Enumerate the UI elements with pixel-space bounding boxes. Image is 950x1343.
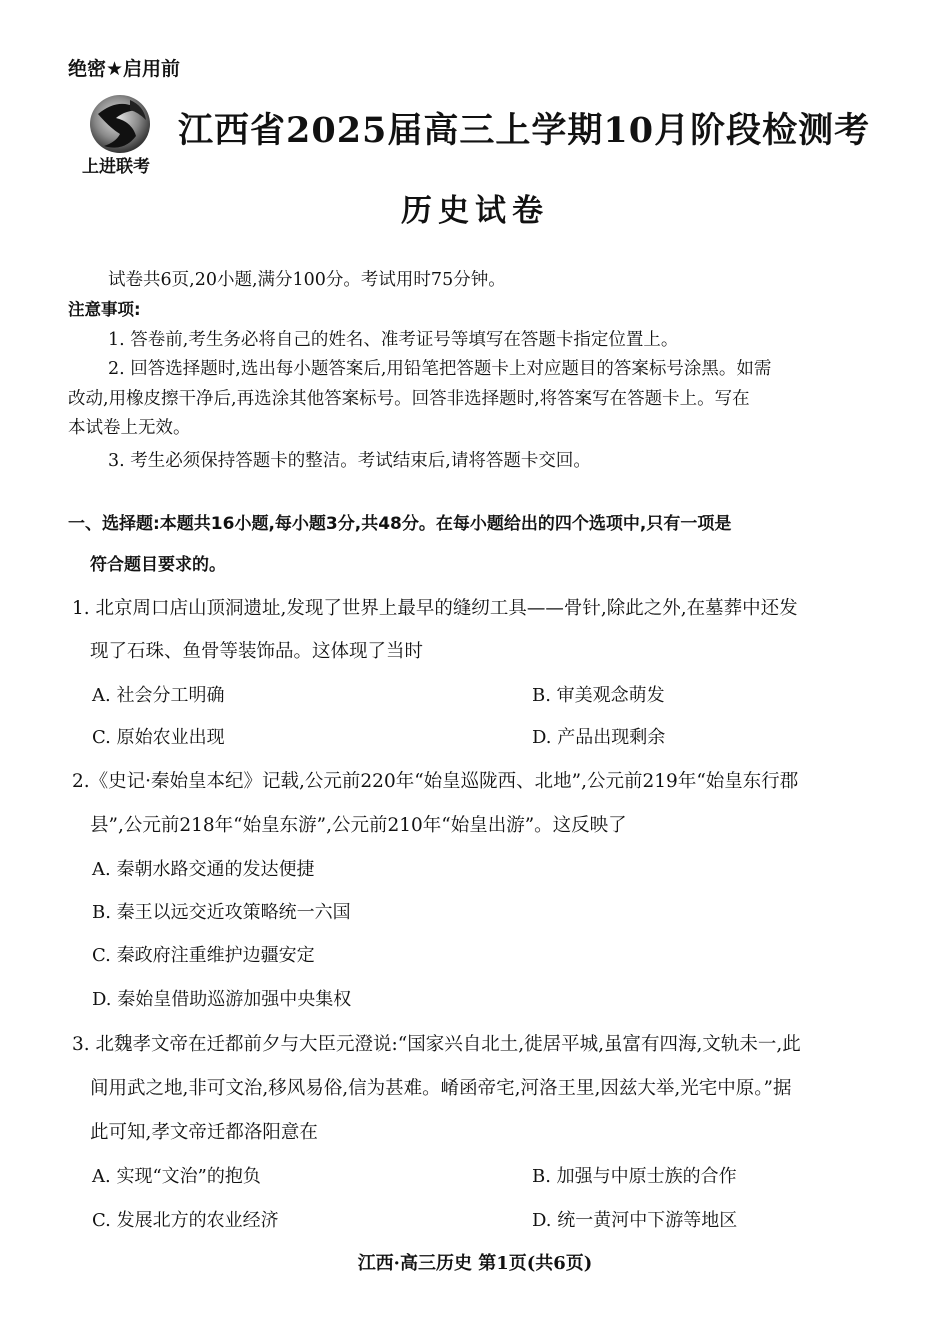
question-3-option-c: C. 发展北方的农业经济 [92,1210,279,1231]
section-heading-line-1: 一、选择题:本题共16小题,每小题3分,共48分。在每小题给出的四个选项中,只有一项是 [68,514,732,534]
question-2-option-b: B. 秦王以远交近攻策略统一六国 [92,902,351,923]
question-3-option-a: A. 实现“文治”的抱负 [92,1166,261,1187]
notice-item-2-line-3: 本试卷上无效。 [68,418,191,438]
question-3-stem-line-1: 3. 北魏孝文帝在迁都前夕与大臣元澄说:“国家兴自北土,徙居平城,虽富有四海,文轨未一,此 [72,1034,801,1055]
question-2-option-c: C. 秦政府注重维护边疆安定 [92,945,315,966]
question-1-stem-line-1: 1. 北京周口店山顶洞遗址,发现了世界上最早的缝纫工具——骨针,除此之外,在墓葬中还发 [72,598,798,619]
question-2-option-a: A. 秦朝水路交通的发达便捷 [92,859,315,880]
notice-item-2-line-1: 2. 回答选择题时,选出每小题答案后,用铅笔把答题卡上对应题目的答案标号涂黑。如需 [108,359,772,379]
question-3-stem-line-2: 间用武之地,非可文治,移风易俗,信为甚难。崤函帝宅,河洛王里,因兹大举,光宅中原。”据 [90,1078,792,1099]
exam-intro: 试卷共6页,20小题,满分100分。考试用时75分钟。 [108,270,506,290]
notice-item-1: 1. 答卷前,考生务必将自己的姓名、准考证号等填写在答题卡指定位置上。 [108,330,679,350]
question-1-stem-line-2: 现了石珠、鱼骨等装饰品。这体现了当时 [90,641,424,662]
logo-caption: 上进联考 [82,157,150,177]
question-1-option-d: D. 产品出现剩余 [532,727,666,748]
notice-item-3: 3. 考生必须保持答题卡的整洁。考试结束后,请将答题卡交回。 [108,451,591,471]
exam-subtitle: 历史试卷 [401,193,549,229]
question-3-stem-line-3: 此可知,孝文帝迁都洛阳意在 [90,1122,318,1143]
notice-item-2-line-2: 改动,用橡皮擦干净后,再选涂其他答案标号。回答非选择题时,将答案写在答题卡上。写在 [68,389,750,409]
exam-title: 江西省2025届高三上学期10月阶段检测考 [178,110,871,151]
page-footer: 江西·高三历史 第1页(共6页) [357,1253,593,1274]
notice-heading: 注意事项: [68,300,141,319]
question-2-stem-line-2: 县”,公元前218年“始皇东游”,公元前210年“始皇出游”。这反映了 [90,815,627,836]
confidential-label: 绝密★启用前 [68,58,181,80]
question-3-option-d: D. 统一黄河中下游等地区 [532,1210,738,1231]
section-heading-line-2: 符合题目要求的。 [90,555,226,575]
question-1-option-c: C. 原始农业出现 [92,727,225,748]
question-1-option-b: B. 审美观念萌发 [532,685,665,706]
question-2-option-d: D. 秦始皇借助巡游加强中央集权 [92,989,352,1010]
question-2-stem-line-1: 2.《史记·秦始皇本纪》记载,公元前220年“始皇巡陇西、北地”,公元前219年“始皇东行郡 [72,771,799,792]
question-3-option-b: B. 加强与中原士族的合作 [532,1166,737,1187]
question-1-option-a: A. 社会分工明确 [92,685,225,706]
